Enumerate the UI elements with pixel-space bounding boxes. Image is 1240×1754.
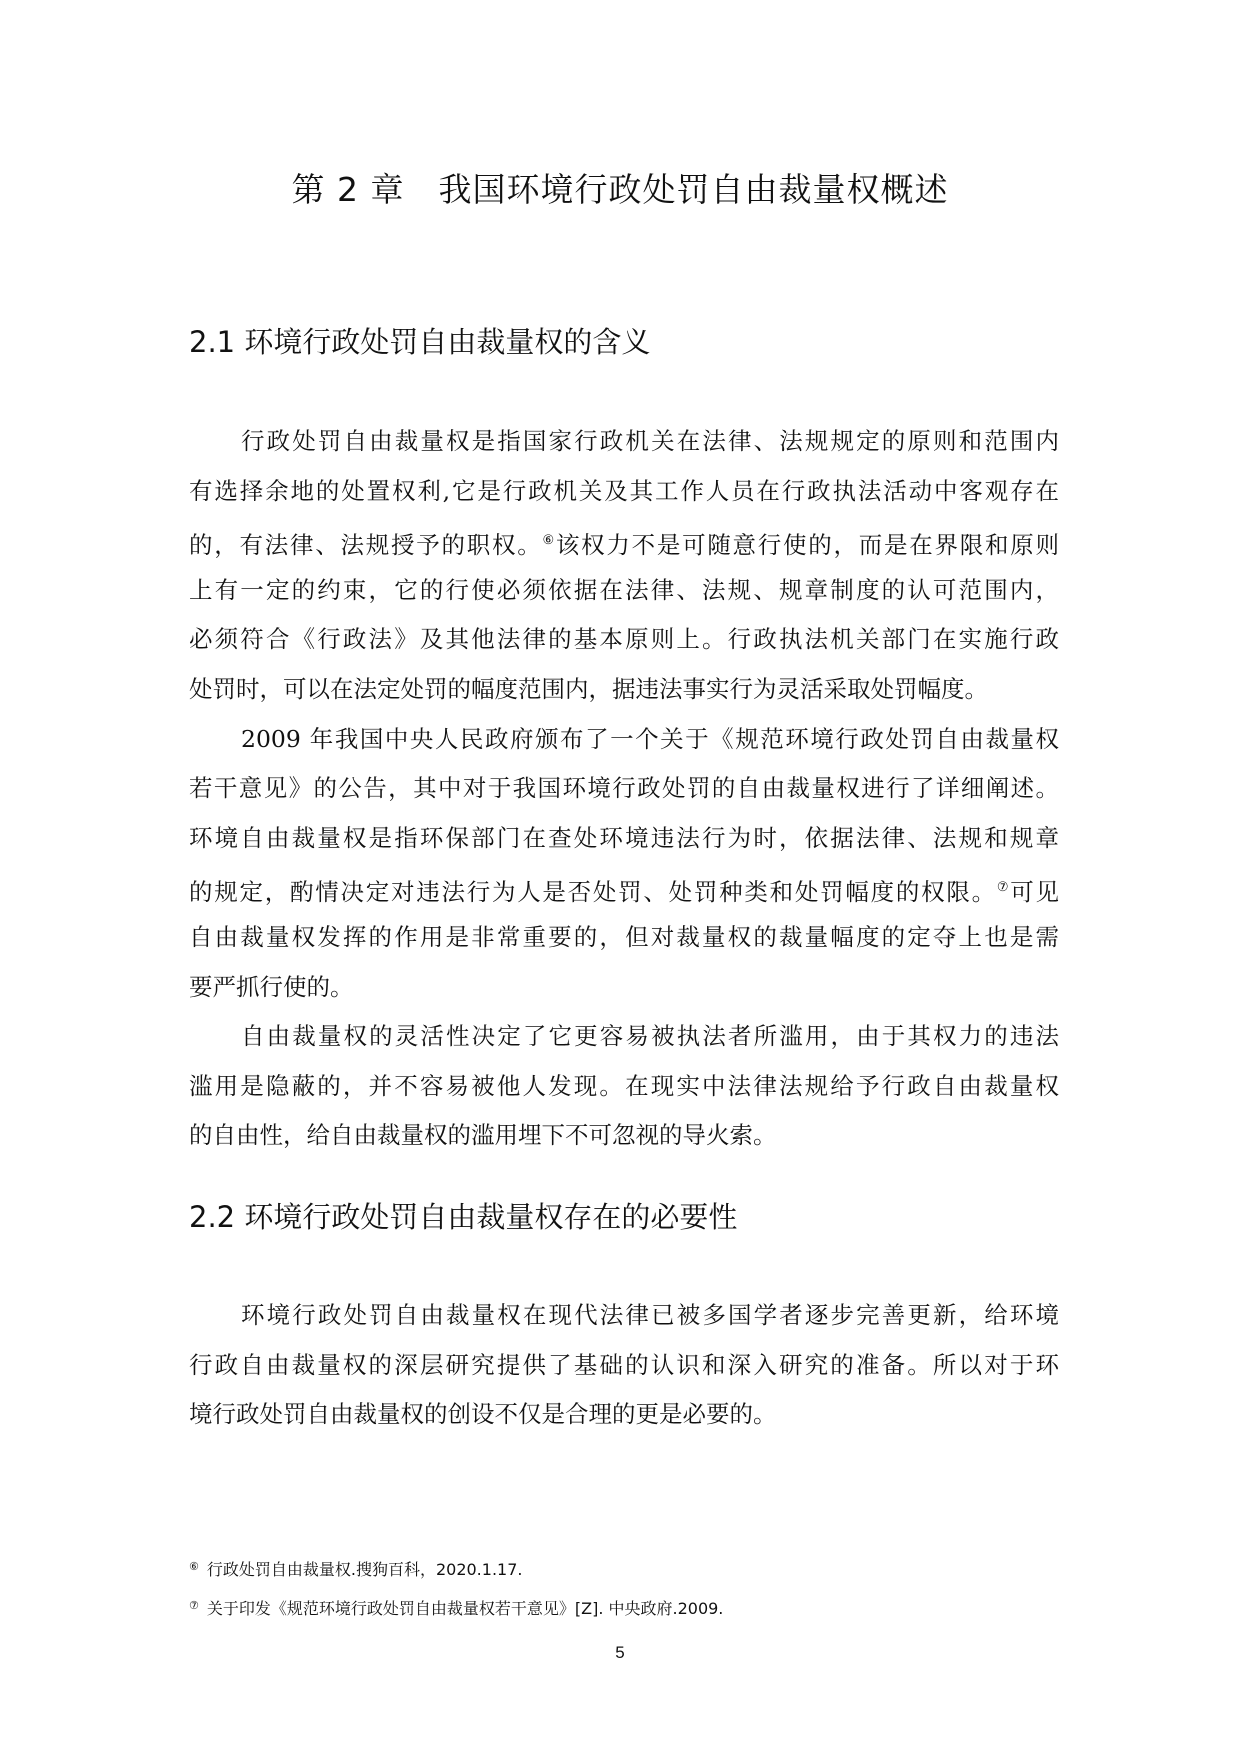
text-line: 有选择余地的处置权利,它是行政机关及其工作人员在行政执法活动中客观存在 xyxy=(189,476,1059,505)
footnote-reference-6[interactable]: ⑥ xyxy=(542,533,556,549)
section-heading-2-2: 2.2 环境行政处罚自由裁量权存在的必要性 xyxy=(189,1200,738,1234)
text-line: 的自由性，给自由裁量权的滥用埋下不可忽视的导火索。 xyxy=(189,1121,777,1150)
paragraph-necessity xyxy=(189,1291,1059,1440)
chapter-title: 第 2 章 我国环境行政处罚自由裁量权概述 xyxy=(291,170,949,209)
text-line: 必须符合《行政法》及其他法律的基本原则上。行政执法机关部门在实施行政 xyxy=(189,625,1059,654)
text-line: 自由裁量权的灵活性决定了它更容易被执法者所滥用，由于其权力的违法 xyxy=(241,1022,1059,1051)
text-segment: 的规定，酌情决定对违法行为人是否处罚、处罚种类和处罚幅度的权限。 xyxy=(189,878,997,907)
footnote-reference-7[interactable]: ⑦ xyxy=(996,880,1011,896)
text-line: 境行政处罚自由裁量权的创设不仅是合理的更是必要的。 xyxy=(189,1400,777,1429)
text-line: 行政处罚自由裁量权是指国家行政机关在法律、法规规定的原则和范围内 xyxy=(241,427,1059,455)
footnote-text: 行政处罚自由裁量权.搜狗百科，2020.1.17. xyxy=(206,1560,523,1579)
footnote-6 xyxy=(189,1557,522,1580)
footnote-7 xyxy=(189,1596,723,1619)
text-line: 滥用是隐蔽的，并不容易被他人发现。在现实中法律法规给予行政自由裁量权 xyxy=(189,1071,1059,1100)
footnote-text: 关于印发《规范环境行政处罚自由裁量权若干意见》[Z]. 中央政府.2009. xyxy=(206,1599,724,1618)
text-line xyxy=(189,863,1059,913)
text-line: 上有一定的约束，它的行使必须依据在法律、法规、规章制度的认可范围内， xyxy=(189,575,1059,604)
paragraph-definition xyxy=(189,417,1059,1161)
text-line: 行政自由裁量权的深层研究提供了基础的认识和深入研究的准备。所以对于环 xyxy=(189,1350,1059,1379)
text-line: 2009 年我国中央人民政府颁布了一个关于《规范环境行政处罚自由裁量权 xyxy=(241,724,1059,753)
text-segment: 可见 xyxy=(1010,878,1060,907)
text-line: 自由裁量权发挥的作用是非常重要的，但对裁量权的裁量幅度的定夺上也是需 xyxy=(189,922,1059,951)
text-line xyxy=(189,516,1059,566)
page-number: 5 xyxy=(615,1643,625,1662)
text-line: 处罚时，可以在法定处罚的幅度范围内，据违法事实行为灵活采取处罚幅度。 xyxy=(189,674,988,703)
text-segment: 该权力不是可随意行使的，而是在界限和原则 xyxy=(555,531,1060,560)
footnote-mark: ⑥ xyxy=(189,1560,199,1573)
text-line: 环境自由裁量权是指环保部门在查处环境违法行为时，依据法律、法规和规章 xyxy=(189,823,1059,852)
footnote-mark: ⑦ xyxy=(189,1599,199,1612)
text-line: 若干意见》的公告，其中对于我国环境行政处罚的自由裁量权进行了详细阐述。 xyxy=(189,774,1059,803)
text-line: 环境行政处罚自由裁量权在现代法律已被多国学者逐步完善更新，给环境 xyxy=(241,1301,1059,1329)
section-heading-2-1: 2.1 环境行政处罚自由裁量权的含义 xyxy=(189,325,651,359)
text-line: 要严抓行使的。 xyxy=(189,972,354,1001)
text-segment: 的，有法律、法规授予的职权。 xyxy=(189,531,543,560)
